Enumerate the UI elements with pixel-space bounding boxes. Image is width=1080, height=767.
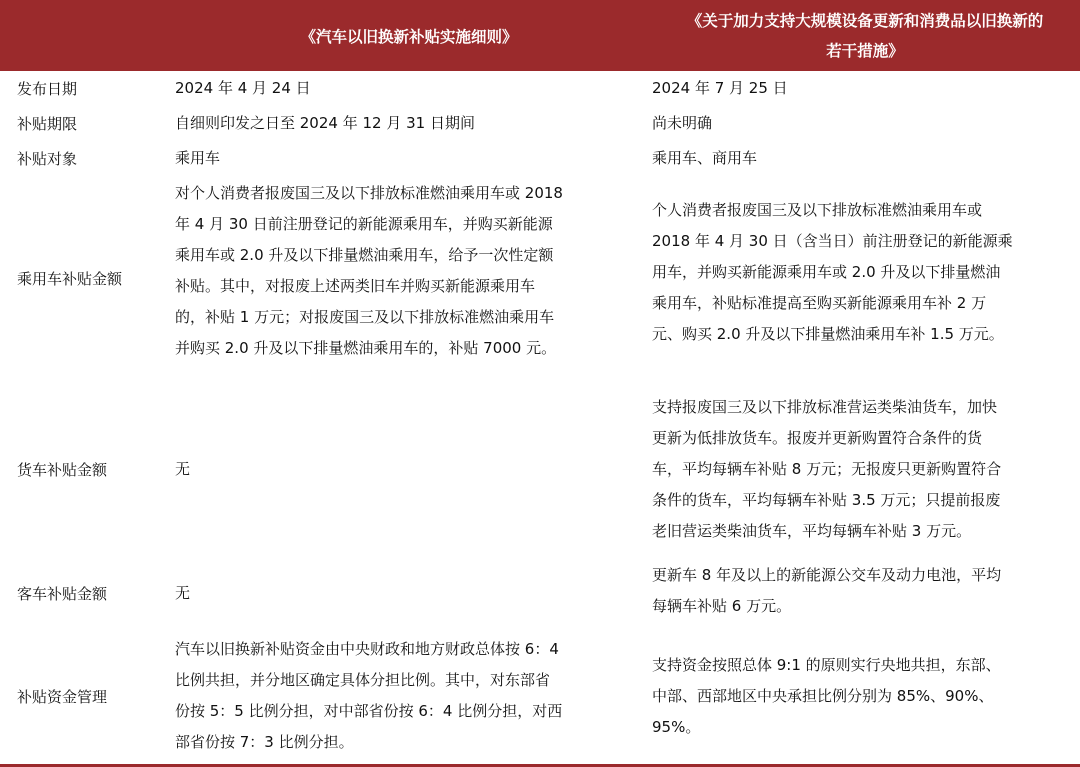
left-cell	[175, 108, 633, 139]
right-cell	[652, 628, 1070, 764]
row-label: 客车补贴金额	[17, 584, 108, 603]
cell-line: 每辆车补贴 6 万元。	[652, 597, 792, 615]
cell-line: 的，补贴 1 万元；对报废国三及以下排放标准燃油乘用车	[175, 308, 555, 326]
right-cell	[652, 560, 1070, 626]
row-label: 补贴对象	[17, 150, 78, 168]
cell-line: 用车，并购买新能源乘用车或 2.0 升及以下排量燃油	[652, 263, 1001, 281]
right-cell	[652, 108, 1070, 139]
table-row	[0, 628, 1080, 764]
left-cell	[175, 384, 633, 554]
right-cell	[652, 143, 1070, 174]
left-cell	[175, 176, 633, 382]
cell-line: 汽车以旧换新补贴资金由中央财政和地方财政总体按 6：4	[175, 640, 559, 658]
left-cell	[175, 143, 633, 174]
cell-line: 中部、西部地区中央承担比例分别为 85%、90%、	[652, 686, 994, 705]
cell-line: 个人消费者报废国三及以下排放标准燃油乘用车或	[652, 201, 983, 219]
table-header	[0, 0, 1080, 71]
cell-line: 老旧营运类柴油货车，平均每辆车补贴 3 万元。	[652, 521, 972, 540]
row-label: 发布日期	[17, 80, 78, 98]
cell-line: 自细则印发之日至 2024 年 12 月 31 日期间	[175, 114, 475, 132]
cell-line: 2024 年 4 月 24 日	[175, 79, 311, 97]
cell-line: 并购买 2.0 升及以下排量燃油乘用车的，补贴 7000 元。	[175, 339, 557, 357]
table-row	[0, 143, 1080, 174]
cell-line: 2018 年 4 月 30 日（含当日）前注册登记的新能源乘	[652, 232, 1013, 250]
row-label: 货车补贴金额	[17, 460, 108, 479]
row-label: 乘用车补贴金额	[17, 269, 123, 288]
cell-line: 无	[175, 583, 191, 602]
cell-line: 乘用车，补贴标准提高至购买新能源乘用车补 2 万	[652, 294, 987, 312]
right-cell	[652, 73, 1070, 104]
row-label: 补贴资金管理	[17, 687, 108, 706]
table-row	[0, 108, 1080, 139]
cell-line: 份按 5：5 比例分担，对中部省份按 6：4 比例分担，对西	[175, 702, 563, 720]
table-row	[0, 560, 1080, 626]
cell-line: 元、购买 2.0 升及以下排量燃油乘用车补 1.5 万元。	[652, 325, 1004, 343]
cell-line: 部省份按 7：3 比例分担。	[175, 733, 354, 751]
header-right-title-line: 若干措施》	[826, 41, 904, 60]
row-label: 补贴期限	[17, 115, 78, 133]
table-row	[0, 176, 1080, 380]
cell-line: 乘用车或 2.0 升及以下排量燃油乘用车，给予一次性定额	[175, 246, 554, 264]
cell-line: 乘用车、商用车	[652, 149, 758, 167]
left-cell	[175, 628, 633, 764]
table-row	[0, 384, 1080, 554]
cell-line: 对个人消费者报废国三及以下排放标准燃油乘用车或 2018	[175, 184, 563, 202]
table-row	[0, 73, 1080, 104]
cell-line: 更新车 8 年及以上的新能源公交车及动力电池，平均	[652, 566, 1002, 584]
left-cell	[175, 73, 633, 104]
cell-line: 2024 年 7 月 25 日	[652, 79, 788, 97]
cell-line: 支持资金按照总体 9:1 的原则实行央地共担，东部、	[652, 655, 1001, 674]
cell-line: 补贴。其中，对报废上述两类旧车并购买新能源乘用车	[175, 277, 536, 295]
cell-line: 条件的货车，平均每辆车补贴 3.5 万元；只提前报废	[652, 490, 1001, 509]
left-cell	[175, 560, 633, 626]
right-cell	[652, 384, 1070, 554]
cell-line: 年 4 月 30 日前注册登记的新能源乘用车，并购买新能源	[175, 215, 553, 233]
cell-line: 车，平均每辆车补贴 8 万元；无报废只更新购置符合	[652, 459, 1002, 478]
header-right-title-line: 《关于加力支持大规模设备更新和消费品以旧换新的	[686, 11, 1044, 30]
header-left-title: 《汽车以旧换新补贴实施细则》	[300, 27, 518, 46]
cell-line: 乘用车	[175, 149, 221, 167]
cell-line: 无	[175, 459, 191, 478]
header-right-title	[650, 0, 1080, 71]
cell-line: 更新为低排放货车。报废并更新购置符合条件的货	[652, 428, 983, 447]
right-cell	[652, 176, 1070, 399]
cell-line: 比例共担，并分地区确定具体分担比例。其中，对东部省	[175, 671, 551, 689]
cell-line: 95%。	[652, 717, 701, 736]
cell-line: 尚未明确	[652, 114, 713, 132]
cell-line: 支持报废国三及以下排放标准营运类柴油货车，加快	[652, 397, 998, 416]
